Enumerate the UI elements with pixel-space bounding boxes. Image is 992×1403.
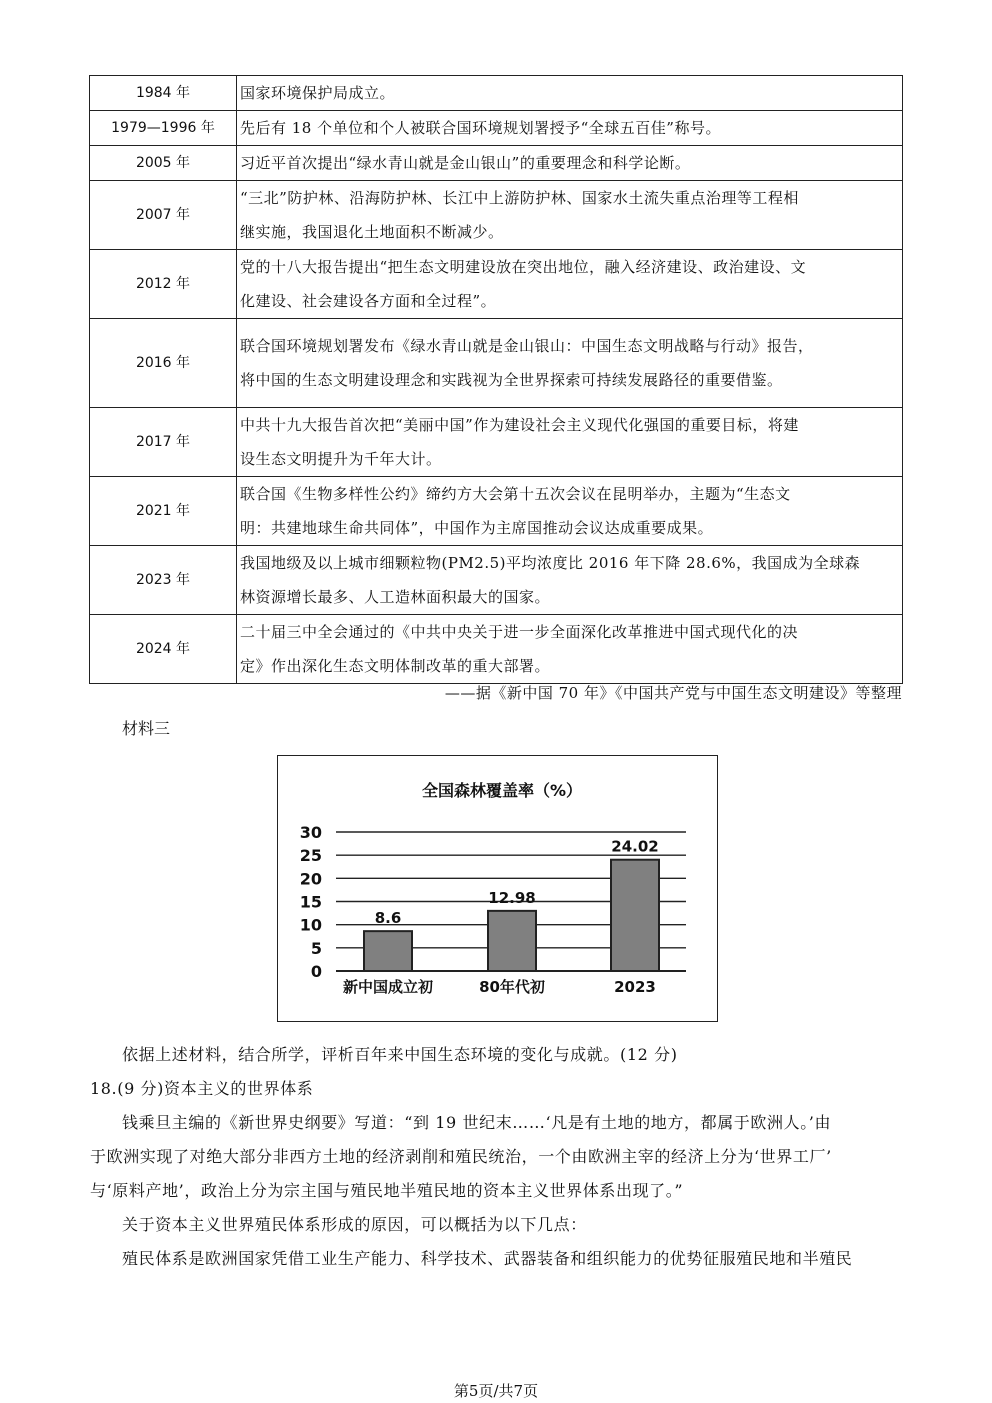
- timeline-event: [237, 111, 903, 146]
- timeline-row: [90, 250, 903, 319]
- bar-data-label: 24.02: [611, 837, 659, 856]
- timeline-event: [237, 615, 903, 684]
- timeline-year: 1984 年: [90, 76, 237, 111]
- q18-paragraph-line: 钱乘旦主编的《新世界史纲要》写道：“到 19 世纪末……‘凡是有土地的地方，都属于欧洲人。’由: [122, 1113, 832, 1132]
- q18-paragraph-line: 与‘原料产地’，政治上分为宗主国与殖民地半殖民地的资本主义世界体系出现了。”: [90, 1181, 684, 1200]
- timeline-event-line: 国家环境保护局成立。: [240, 84, 396, 102]
- timeline-row: [90, 319, 903, 408]
- q18-paragraph-line: 于欧洲实现了对绝大部分非西方土地的经济剥削和殖民统治，一个由欧洲主宰的经济上分为‘世界工厂’: [90, 1147, 832, 1166]
- timeline-event: [237, 250, 903, 319]
- bar: [611, 860, 659, 971]
- timeline-event-line: 林资源增长最多、人工造林面积最大的国家。: [240, 588, 551, 606]
- timeline-event: [237, 477, 903, 546]
- bar: [364, 931, 412, 971]
- chart-title: 全国森林覆盖率（%）: [421, 781, 583, 800]
- timeline-event: [237, 76, 903, 111]
- timeline-year: 2024 年: [90, 615, 237, 684]
- x-category-label: 80年代初: [479, 978, 545, 996]
- timeline-year: 2021 年: [90, 477, 237, 546]
- timeline-year: 2017 年: [90, 408, 237, 477]
- q18-paragraph-line: 殖民体系是欧洲国家凭借工业生产能力、科学技术、武器装备和组织能力的优势征服殖民地和半殖民: [122, 1249, 853, 1268]
- timeline-event-line: 联合国环境规划署发布《绿水青山就是金山银山：中国生态文明战略与行动》报告，: [240, 337, 814, 355]
- question-17-prompt: 依据上述材料，结合所学，评析百年来中国生态环境的变化与成就。(12 分): [122, 1045, 678, 1064]
- timeline-year: 2016 年: [90, 319, 237, 408]
- timeline-event: [237, 181, 903, 250]
- timeline-year: 1979—1996 年: [90, 111, 237, 146]
- timeline-event-line: 设生态文明提升为千年大计。: [240, 450, 442, 468]
- timeline-row: [90, 408, 903, 477]
- forest-coverage-chart: [277, 755, 718, 1022]
- bar-data-label: 8.6: [374, 909, 402, 928]
- y-tick-label: 5: [310, 938, 322, 958]
- timeline-row: [90, 615, 903, 684]
- timeline-event-line: 习近平首次提出“绿水青山就是金山银山”的重要理念和科学论断。: [240, 154, 691, 172]
- x-category-label: 新中国成立初: [342, 978, 434, 996]
- timeline-row: [90, 181, 903, 250]
- q18-paragraph-line: 关于资本主义世界殖民体系形成的原因，可以概括为以下几点：: [122, 1215, 587, 1234]
- timeline-event-line: 先后有 18 个单位和个人被联合国环境规划署授予“全球五百佳”称号。: [240, 119, 721, 137]
- timeline-event: [237, 546, 903, 615]
- y-tick-label: 0: [310, 962, 322, 981]
- timeline-event: [237, 408, 903, 477]
- timeline-event-line: 将中国的生态文明建设理念和实践视为全世界探索可持续发展路径的重要借鉴。: [240, 371, 783, 389]
- source-citation: ——据《新中国 70 年》《中国共产党与中国生态文明建设》等整理: [444, 684, 902, 702]
- y-tick-label: 20: [299, 869, 322, 889]
- timeline-event: [237, 319, 903, 408]
- timeline-row: [90, 76, 903, 111]
- timeline-year: 2007 年: [90, 181, 237, 250]
- timeline-event-line: 中共十九大报告首次把“美丽中国”作为建设社会主义现代化强国的重要目标，将建: [240, 416, 799, 434]
- timeline-event-line: 定》作出深化生态文明体制改革的重大部署。: [240, 657, 551, 675]
- timeline-row: [90, 546, 903, 615]
- timeline-event-line: 继实施，我国退化土地面积不断减少。: [240, 223, 504, 241]
- y-tick-label: 25: [299, 846, 322, 866]
- question-18-heading: 18.(9 分)资本主义的世界体系: [90, 1079, 314, 1098]
- timeline-row: [90, 477, 903, 546]
- timeline-event-line: “三北”防护林、沿海防护林、长江中上游防护林、国家水土流失重点治理等工程相: [240, 189, 799, 207]
- timeline-event-line: 明：共建地球生命共同体”，中国作为主席国推动会议达成重要成果。: [240, 519, 714, 537]
- timeline-table: [89, 75, 903, 684]
- timeline-year: 2005 年: [90, 146, 237, 181]
- timeline-event-line: 化建设、社会建设各方面和全过程”。: [240, 292, 497, 310]
- timeline-row: [90, 111, 903, 146]
- timeline-event: [237, 146, 903, 181]
- material-three-label: 材料三: [122, 719, 171, 738]
- y-tick-label: 10: [299, 915, 322, 935]
- x-category-label: 2023: [614, 978, 656, 996]
- timeline-event-line: 党的十八大报告提出“把生态文明建设放在突出地位，融入经济建设、政治建设、文: [240, 258, 807, 276]
- timeline-year: 2012 年: [90, 250, 237, 319]
- y-tick-label: 30: [299, 823, 322, 842]
- timeline-row: [90, 146, 903, 181]
- timeline-year: 2023 年: [90, 546, 237, 615]
- timeline-event-line: 联合国《生物多样性公约》缔约方大会第十五次会议在昆明举办，主题为“生态文: [240, 485, 791, 503]
- page-footer: 第5页/共7页: [453, 1382, 539, 1400]
- bar-data-label: 12.98: [488, 888, 536, 907]
- timeline-event-line: 我国地级及以上城市细颗粒物(PM2.5)平均浓度比 2016 年下降 28.6%，我国成为全球森: [240, 554, 861, 572]
- timeline-event-line: 二十届三中全会通过的《中共中央关于进一步全面深化改革推进中国式现代化的决: [240, 623, 799, 641]
- chart-svg: [278, 756, 716, 1020]
- y-tick-label: 15: [299, 892, 322, 912]
- bar: [488, 911, 536, 971]
